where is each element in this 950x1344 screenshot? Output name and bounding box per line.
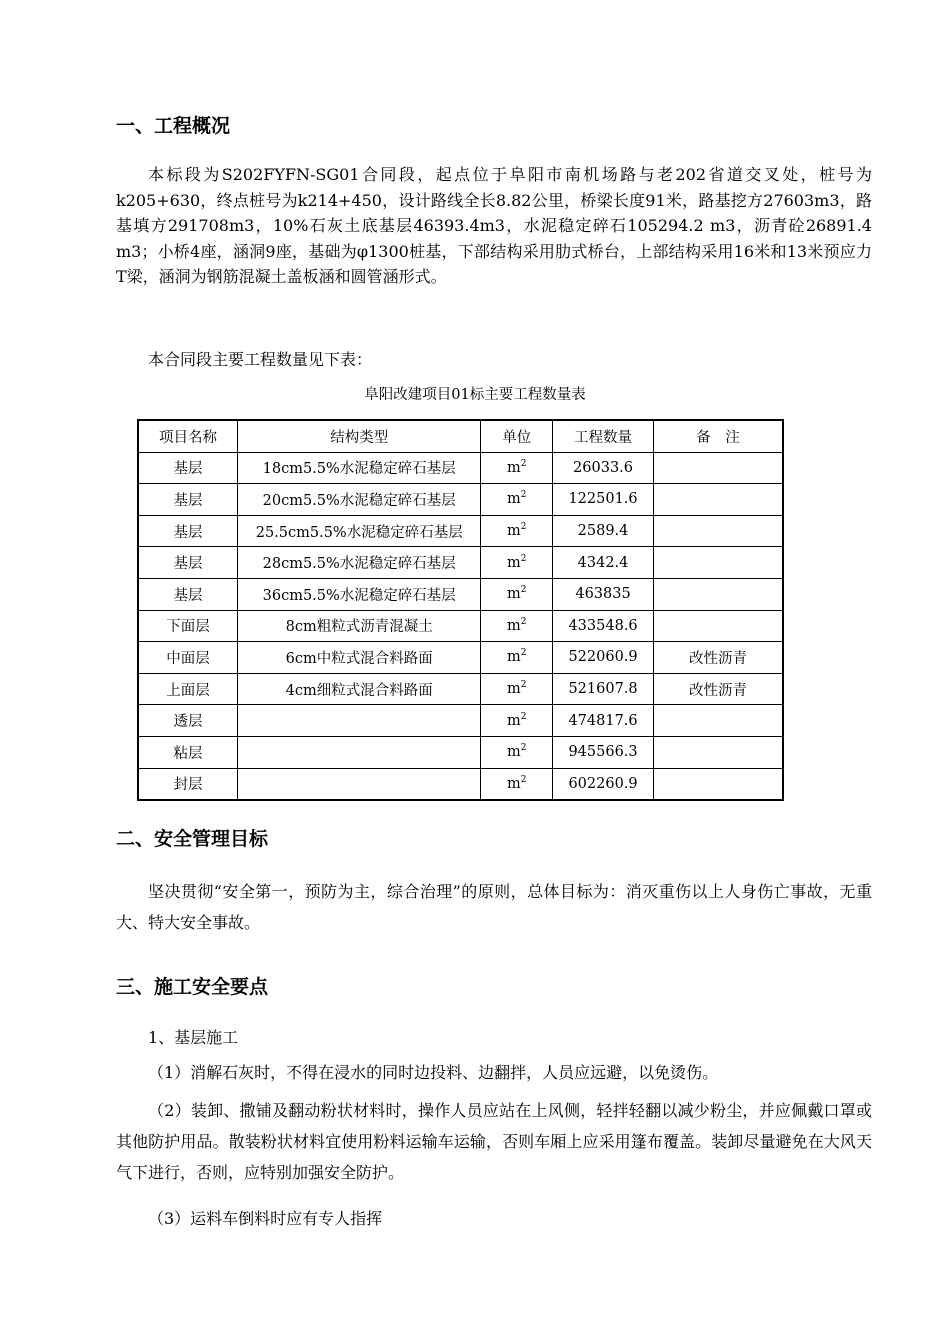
cell-structure-type bbox=[238, 736, 481, 768]
cell-unit bbox=[481, 705, 553, 737]
unit-base: m bbox=[506, 649, 521, 666]
cell-structure-type: 6cm中粒式混合料路面 bbox=[238, 642, 481, 674]
unit-base: m bbox=[506, 491, 521, 508]
unit-superscript: 2 bbox=[520, 775, 527, 785]
cell-quantity: 522060.9 bbox=[553, 642, 654, 674]
cell-unit bbox=[481, 642, 553, 674]
unit-superscript: 2 bbox=[520, 711, 527, 722]
table-row bbox=[138, 547, 783, 579]
cell-quantity: 122501.6 bbox=[553, 484, 654, 516]
table-row bbox=[138, 736, 783, 768]
cell-unit bbox=[481, 736, 553, 768]
unit-superscript: 2 bbox=[520, 743, 527, 754]
header-remarks: 备 注 bbox=[653, 420, 783, 452]
safety-item-1: （1）消解石灰时，不得在浸水的同时边投料、边翻拌，人员应远避，以免烫伤。 bbox=[148, 1063, 719, 1082]
cell-remarks bbox=[653, 610, 783, 642]
safety-item-2: （2）装卸、撒铺及翻动粉状材料时，操作人员应站在上风侧，轻拌轻翻以减少粉尘，并应佩戴口罩或其他防护用品。散装粉状材料宜使用粉料运输车运输，否则车厢上应采用篷布覆盖。装卸尽量避免在大风天气下进行，否则，应特别加强安全防护。 bbox=[116, 1101, 872, 1182]
cell-unit bbox=[481, 515, 553, 547]
cell-quantity: 433548.6 bbox=[553, 610, 654, 642]
cell-structure-type bbox=[238, 768, 481, 800]
cell-quantity: 521607.8 bbox=[553, 673, 654, 705]
cell-unit bbox=[481, 768, 553, 800]
cell-item-name: 基层 bbox=[138, 515, 238, 547]
unit-base: m bbox=[506, 617, 521, 634]
cell-item-name: 封层 bbox=[138, 768, 238, 800]
section-3-heading: 三、施工安全要点 bbox=[116, 976, 269, 998]
unit-superscript: 2 bbox=[520, 680, 527, 691]
quantity-table bbox=[137, 419, 784, 801]
cell-quantity: 474817.6 bbox=[553, 705, 654, 737]
header-structure-type: 结构类型 bbox=[238, 420, 481, 452]
table-body bbox=[138, 452, 783, 800]
header-item-name: 项目名称 bbox=[138, 420, 238, 452]
cell-remarks: 改性沥青 bbox=[653, 642, 783, 674]
cell-quantity: 26033.6 bbox=[553, 452, 654, 484]
cell-item-name: 基层 bbox=[138, 547, 238, 579]
header-quantity: 工程数量 bbox=[553, 420, 654, 452]
unit-base: m bbox=[506, 523, 521, 540]
table-row bbox=[138, 452, 783, 484]
cell-structure-type: 36cm5.5%水泥稳定碎石基层 bbox=[238, 578, 481, 610]
cell-unit bbox=[481, 547, 553, 579]
cell-quantity: 2589.4 bbox=[553, 515, 654, 547]
cell-item-name: 透层 bbox=[138, 705, 238, 737]
table-row bbox=[138, 610, 783, 642]
unit-base: m bbox=[506, 459, 521, 476]
cell-item-name: 基层 bbox=[138, 484, 238, 516]
cell-remarks: 改性沥青 bbox=[653, 673, 783, 705]
cell-remarks bbox=[653, 515, 783, 547]
unit-superscript: 2 bbox=[520, 553, 527, 564]
unit-base: m bbox=[506, 712, 521, 729]
cell-quantity: 945566.3 bbox=[553, 736, 654, 768]
section-2-heading: 二、安全管理目标 bbox=[116, 828, 269, 850]
unit-base: m bbox=[506, 586, 521, 603]
safety-goal-paragraph: 坚决贯彻“安全第一，预防为主，综合治理”的原则，总体目标为：消灭重伤以上人身伤亡事故，无重大、特大安全事故。 bbox=[116, 882, 872, 932]
unit-superscript: 2 bbox=[520, 648, 527, 659]
cell-quantity: 602260.9 bbox=[553, 768, 654, 800]
project-overview-paragraph: 本标段为S202FYFN-SG01合同段，起点位于阜阳市南机场路与老202省道交叉处，桩号为k205+630，终点桩号为k214+450，设计路线全长8.82公里，桥梁长度91米，路基挖方27603m3，路基填方291708m3，10%石灰土底基层46393.4m3，水泥稳定碎石105294.2 m3，沥青砼26891.4 m3；小桥4座，涵洞9座，基础为φ1300桩基，下部结构采用肋式桥台，上部结构采用16米和13米预应力T梁，涵洞为钢筋混凝土盖板涵和圆管涵形式。 bbox=[116, 165, 872, 286]
cell-structure-type: 25.5cm5.5%水泥稳定碎石基层 bbox=[238, 515, 481, 547]
unit-superscript: 2 bbox=[520, 522, 527, 533]
cell-item-name: 粘层 bbox=[138, 736, 238, 768]
table-header-row bbox=[138, 420, 783, 452]
cell-structure-type: 4cm细粒式混合料路面 bbox=[238, 673, 481, 705]
cell-unit bbox=[481, 673, 553, 705]
cell-structure-type: 18cm5.5%水泥稳定碎石基层 bbox=[238, 452, 481, 484]
cell-remarks bbox=[653, 705, 783, 737]
subsection-base-construction: 1、基层施工 bbox=[148, 1028, 239, 1047]
cell-structure-type: 8cm粗粒式沥青混凝土 bbox=[238, 610, 481, 642]
cell-remarks bbox=[653, 736, 783, 768]
section-1-heading: 一、工程概况 bbox=[116, 115, 231, 137]
cell-item-name: 基层 bbox=[138, 452, 238, 484]
table-row bbox=[138, 642, 783, 674]
table-row bbox=[138, 515, 783, 547]
unit-superscript: 2 bbox=[520, 617, 527, 628]
table-intro-paragraph: 本合同段主要工程数量见下表： bbox=[148, 350, 373, 369]
cell-unit bbox=[481, 452, 553, 484]
cell-item-name: 中面层 bbox=[138, 642, 238, 674]
table-row bbox=[138, 578, 783, 610]
cell-structure-type: 28cm5.5%水泥稳定碎石基层 bbox=[238, 547, 481, 579]
cell-quantity: 4342.4 bbox=[553, 547, 654, 579]
unit-base: m bbox=[506, 681, 521, 698]
cell-remarks bbox=[653, 578, 783, 610]
table-row bbox=[138, 484, 783, 516]
header-unit: 单位 bbox=[481, 420, 553, 452]
cell-unit bbox=[481, 484, 553, 516]
cell-remarks bbox=[653, 547, 783, 579]
table-row bbox=[138, 673, 783, 705]
cell-remarks bbox=[653, 484, 783, 516]
cell-quantity: 463835 bbox=[553, 578, 654, 610]
table-caption: 阜阳改建项目01标主要工程数量表 bbox=[364, 387, 586, 403]
cell-remarks bbox=[653, 452, 783, 484]
unit-superscript: 2 bbox=[520, 585, 527, 596]
unit-base: m bbox=[506, 554, 521, 571]
safety-item-3: （3）运料车倒料时应有专人指挥 bbox=[148, 1209, 383, 1228]
unit-superscript: 2 bbox=[520, 459, 527, 470]
unit-base: m bbox=[506, 744, 521, 761]
cell-unit bbox=[481, 610, 553, 642]
cell-item-name: 下面层 bbox=[138, 610, 238, 642]
cell-unit bbox=[481, 578, 553, 610]
cell-item-name: 基层 bbox=[138, 578, 238, 610]
cell-item-name: 上面层 bbox=[138, 673, 238, 705]
cell-structure-type bbox=[238, 705, 481, 737]
cell-structure-type: 20cm5.5%水泥稳定碎石基层 bbox=[238, 484, 481, 516]
unit-base: m bbox=[506, 775, 521, 792]
table-row bbox=[138, 705, 783, 737]
table-row bbox=[138, 768, 783, 800]
unit-superscript: 2 bbox=[520, 490, 527, 501]
cell-remarks bbox=[653, 768, 783, 800]
